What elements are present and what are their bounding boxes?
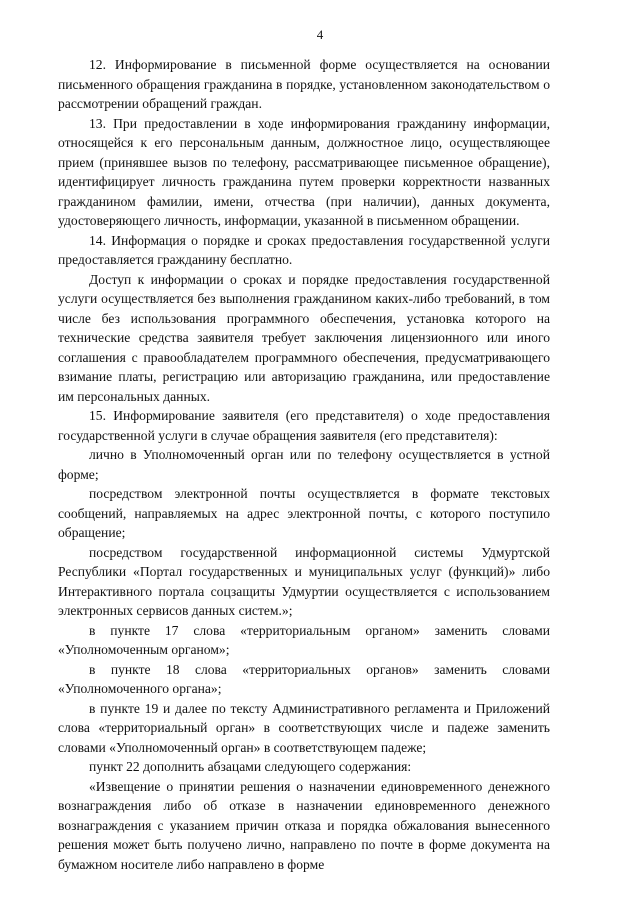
paragraph-notice: «Извещение о принятии решения о назначении единовременного денежного вознаграждения либо об отказе в назначении единовременного денежного вознаграждения с указанием причин отказа и порядка обжалования вынесенного решения может быть получено лично, направлено по почте в форме документа на бумажном носителе либо направлено в форме — [58, 778, 550, 872]
paragraph-15: 15. Информирование заявителя (его представителя) о ходе предоставления государственной услуги в случае обращения заявителя (его представителя): — [58, 408, 550, 443]
paragraph-item-17: в пункте 17 слова «территориальным органом» заменить словами «Уполномоченным органом»; — [58, 622, 550, 657]
page-number: 4 — [316, 27, 324, 42]
paragraph-13: 13. При предоставлении в ходе информирования гражданину информации, относящейся к его персональным данным, должностное лицо, осуществляющее прием (принявшее вызов по телефону, рассматривающее письменное обращение), идентифицирует личность гражданина путем проверки корректности названных гражданином фамилии, имени, отчества (при наличии), данных документа, удостоверяющего личность, информации, указанной в письменном обращении. — [58, 115, 550, 228]
paragraph-access-info: Доступ к информации о сроках и порядке предоставления государственной услуги осуществляется без выполнения гражданином каких-либо требований, в том числе без использования программного обеспечения, установка которого на технические средства заявителя требует заключения лицензионного или иного соглашения с правообладателем программного обеспечения, предусматривающего взимание платы, регистрацию или авторизацию гражданина, или предоставление им персональных данных. — [58, 271, 550, 404]
paragraph-item-19: в пункте 19 и далее по тексту Административного регламента и Приложений слова «территориальный орган» в соответствующих числе и падеже заменить словами «Уполномоченный орган» в соответствующем падеже; — [58, 700, 550, 755]
paragraph-14: 14. Информация о порядке и сроках предоставления государственной услуги предоставляется гражданину бесплатно. — [58, 232, 550, 267]
paragraph-12: 12. Информирование в письменной форме осуществляется на основании письменного обращения гражданина в порядке, установленном законодательством о рассмотрении обращений граждан. — [58, 57, 550, 111]
paragraph-in-person: лично в Уполномоченный орган или по телефону осуществляется в устной форме; — [58, 447, 550, 482]
paragraph-item-18: в пункте 18 слова «территориальных органов» заменить словами «Уполномоченного органа»; — [58, 661, 550, 696]
paragraph-email: посредством электронной почты осуществляется в формате текстовых сообщений, направляемых на адрес электронной почты, с которого поступило обращение; — [58, 486, 550, 540]
document-body — [58, 55, 550, 874]
paragraph-portal: посредством государственной информационной системы Удмуртской Республики «Портал государственных и муниципальных услуг (функций)» либо Интерактивного портала соцзащиты Удмуртии осуществляется с использованием электронных сервисов данных систем.»; — [58, 544, 550, 618]
paragraph-item-22-intro: пункт 22 дополнить абзацами следующего содержания: — [89, 759, 412, 774]
